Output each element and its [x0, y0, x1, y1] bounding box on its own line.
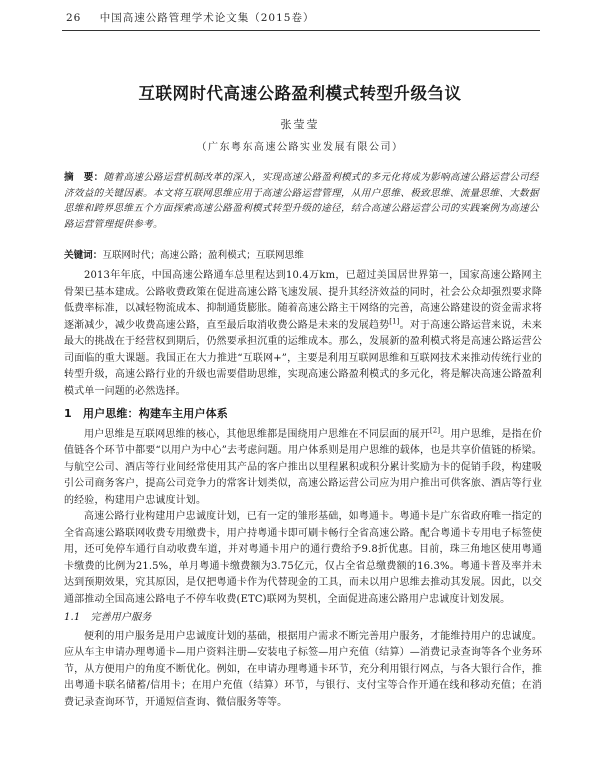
keywords-label: 关键词：: [64, 250, 103, 261]
page-number: 26: [66, 12, 82, 24]
author-name: 张莹莹: [280, 118, 320, 131]
citation: [2]: [429, 426, 441, 435]
abstract: [64, 170, 542, 232]
header-rule: [62, 30, 540, 31]
s1-p1-text-cont: 。用户思维，是指在价值链各个环节中都要“以用户为中心”去考虑问题。用户体系则是用户思维的载体，也是共享价值链的桥梁。与航空公司、酒店等行业间经常使用其产品的客户推出以里程累积或积分累计奖励为卡的促销手段，构建吸引公司商务客户，提高公司竞争力的常客计划类似，高速公路运营公司应为用户推出可供客旅、酒店等行业的经验，构建用户忠诚度计划。: [64, 428, 542, 506]
keywords-text: 互联网时代；高速公路；盈利模式；互联网思维: [102, 250, 304, 261]
paper-title: 互联网时代高速公路盈利模式转型升级刍议: [138, 84, 462, 103]
intro-paragraph: [64, 268, 542, 400]
keywords: [64, 248, 542, 263]
intro-text: 2013年年底，中国高速公路通车总里程达到10.4万km，已超过美国居世界第一，国家高速公路网主骨架已基本建成。公路收费政策在促进高速公路飞速发展、提升其经济效益的同时，社会公众却强烈要求降低费率标准，以减轻物流成本、抑制通货膨胀。随着高速公路主干网络的完善，高速公路建设的资金需求将逐渐减少，减少收费高速公路，直至最后取消收费公路是未来的发展趋势: [64, 270, 542, 331]
abstract-label: 摘 要：: [64, 172, 104, 183]
intro-text-cont: 。对于高速公路运营来说，未来最大的挑战在于经营权到期后，仍然要承担沉重的运维成本。那么，发展新的盈利模式将是高速公路运营公司面临的重大课题。我国正在大力推进“互联网+”，主要是利用互联网思维和互联网技术来推动传统行业的转型升级，高速公路行业的升级也需要借助思维，实现高速公路盈利模式的多元化，将是解决高速公路盈利模式单一问题的必然选择。: [64, 319, 542, 397]
section-1-1-heading: 1.1 完善用户服务: [64, 612, 152, 623]
section-1-paragraph-2: 高速公路行业构建用户忠诚度计划，已有一定的雏形基础，如粤通卡。粤通卡是广东省政府唯一指定的全省高速公路联网收费专用缴费卡，用户持粤通卡即可刷卡畅行全省高速公路。配合粤通卡专用电子标签使用，还可免停车通行自动收费车道，并对粤通卡用户的通行费给予9.8折优惠。目前，珠三角地区使用粤通卡缴费的比例为21.5%，单月粤通卡缴费额为3.75亿元，仅占全省总缴费额的16.3%。粤通卡普及率并未达到预期效果，究其原因，是仅把粤通卡作为代替现金的工具，而未以用户思维去推动其发展。因此，以交通部推动全国高速公路电子不停车收费(ETC)联网为契机，全面促进高速公路用户忠诚度计划发展。: [64, 511, 542, 605]
author-affiliation: （广东粤东高速公路实业发展有限公司）: [196, 142, 404, 153]
abstract-text: 随着高速公路运营机制改革的深入，实现高速公路盈利模式的多元化将成为影响高速公路运营公司经济效益的关键因素。本文将互联网思维应用于高速公路运营管理，从用户思维、极致思维、流量思维、大数据思维和跨界思维五个方面探索高速公路盈利模式转型升级的途径，结合高速公路运营公司的实践案例为高速公路运营管理提供参考。: [64, 172, 539, 230]
section-1-1-paragraph-1: 便利的用户服务是用户忠诚度计划的基础，根据用户需求不断完善用户服务，才能维持用户的忠诚度。应从车主申请办理粤通卡—用户资料注册—安装电子标签—用户充值（结算）—消费记录查询等各个业务环节，从方便用户的角度不断优化。例如，在申请办理粤通卡环节，充分利用银行网点，与各大银行合作，推出粤通卡联名储蓄/信用卡；在用户充值（结算）环节，与银行、支付宝等合作开通在线和移动充值；在消费记录查询环节，开通短信查询、微信服务等等。: [64, 630, 542, 708]
section-1-heading: 1 用户思维：构建车主用户体系: [64, 407, 228, 420]
citation: [1]: [389, 317, 400, 326]
s1-p1-text: 用户思维是互联网思维的核心，其他思维都是围绕用户思维在不同层面的展开: [84, 428, 430, 440]
paper-body: [64, 268, 542, 711]
section-1-paragraph-1: [64, 427, 542, 510]
journal-name: 中国高速公路管理学术论文集（2015卷）: [99, 12, 315, 24]
running-header: [66, 10, 536, 28]
